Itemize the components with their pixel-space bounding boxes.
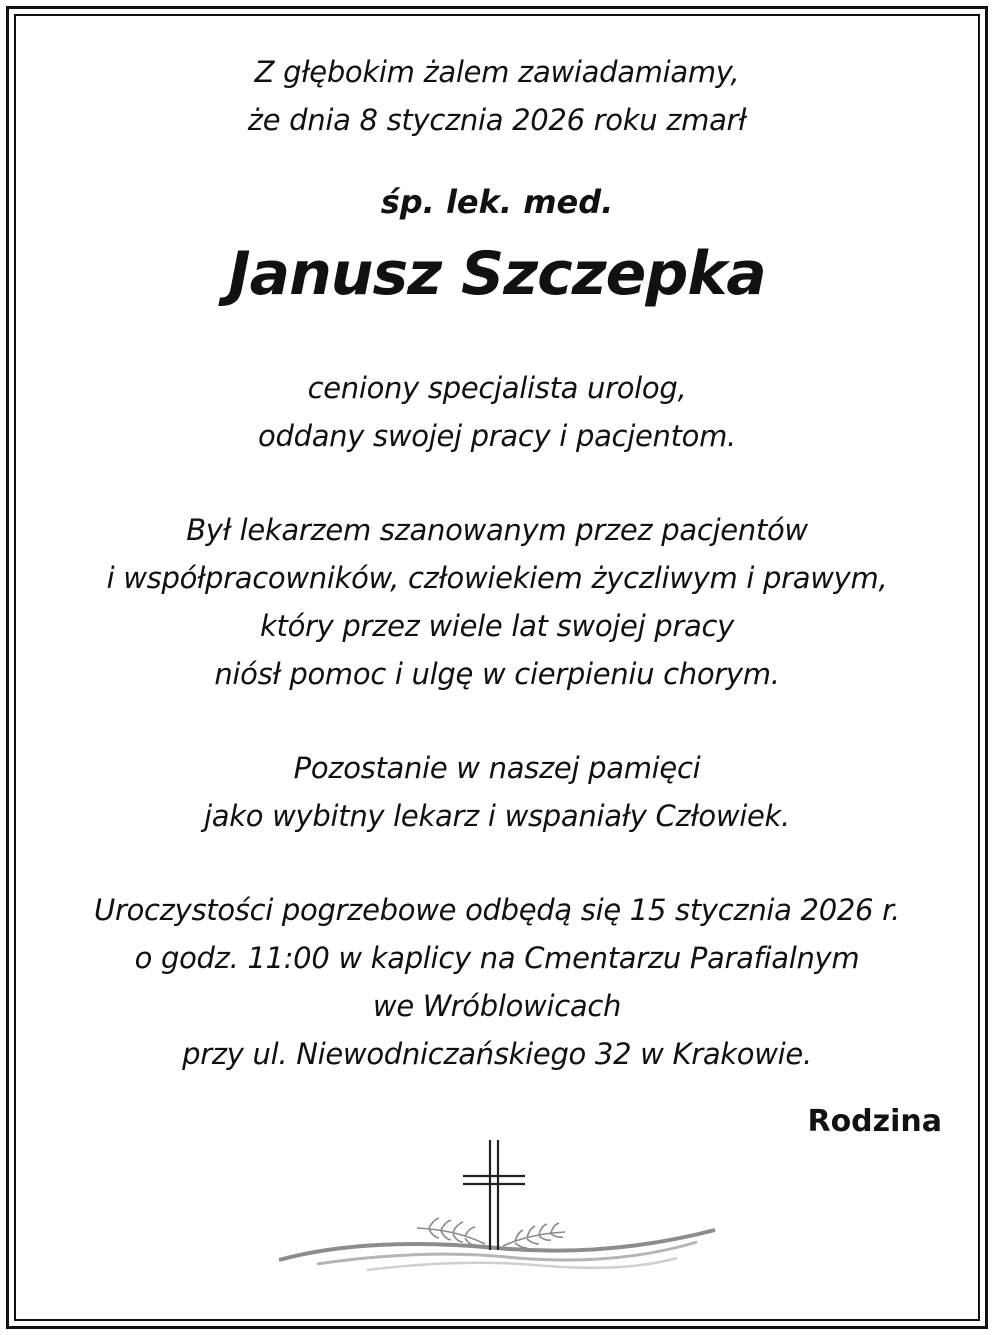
description-block — [20, 364, 974, 460]
right-branch — [503, 1223, 565, 1248]
funeral-info-line: o godz. 11:00 w kaplicy na Cmentarzu Parafialnym — [134, 941, 860, 975]
funeral-info-line: przy ul. Niewodniczańskiego 32 w Krakowie. — [182, 1037, 812, 1071]
memory-line: Pozostanie w naszej pamięci — [293, 751, 701, 785]
intro-line: Z głębokim żalem zawiadamiamy, — [254, 55, 740, 89]
tribute-line: Był lekarzem szanowanym przez pacjentów — [186, 513, 808, 547]
funeral-info-line: we Wróblowicach — [372, 989, 622, 1023]
intro-line: że dnia 8 stycznia 2026 roku zmarł — [247, 103, 747, 137]
intro-block — [20, 48, 974, 144]
tribute-line: niósł pomoc i ulgę w cierpieniu chorym. — [214, 657, 780, 691]
tribute-line: i współpracowników, człowiekiem życzliwym i prawym, — [106, 561, 888, 595]
title-prefix: śp. lek. med. — [380, 183, 614, 221]
cross-with-palm-branches-icon — [277, 1138, 717, 1280]
funeral-info-line: Uroczystości pogrzebowe odbędą się 15 stycznia 2026 r. — [94, 893, 900, 927]
description-line: oddany swojej pracy i pacjentom. — [258, 419, 736, 453]
left-branch — [417, 1218, 485, 1245]
tribute-block — [20, 506, 974, 698]
signature: Rodzina — [807, 1104, 942, 1139]
tribute-line: który przez wiele lat swojej pracy — [260, 609, 734, 643]
description-line: ceniony specjalista urolog, — [307, 371, 687, 405]
funeral-info-block — [20, 886, 974, 1078]
deceased-name: Janusz Szczepka — [228, 239, 766, 309]
memory-block — [20, 744, 974, 840]
memory-line: jako wybitny lekarz i wspaniały Człowiek. — [204, 799, 790, 833]
